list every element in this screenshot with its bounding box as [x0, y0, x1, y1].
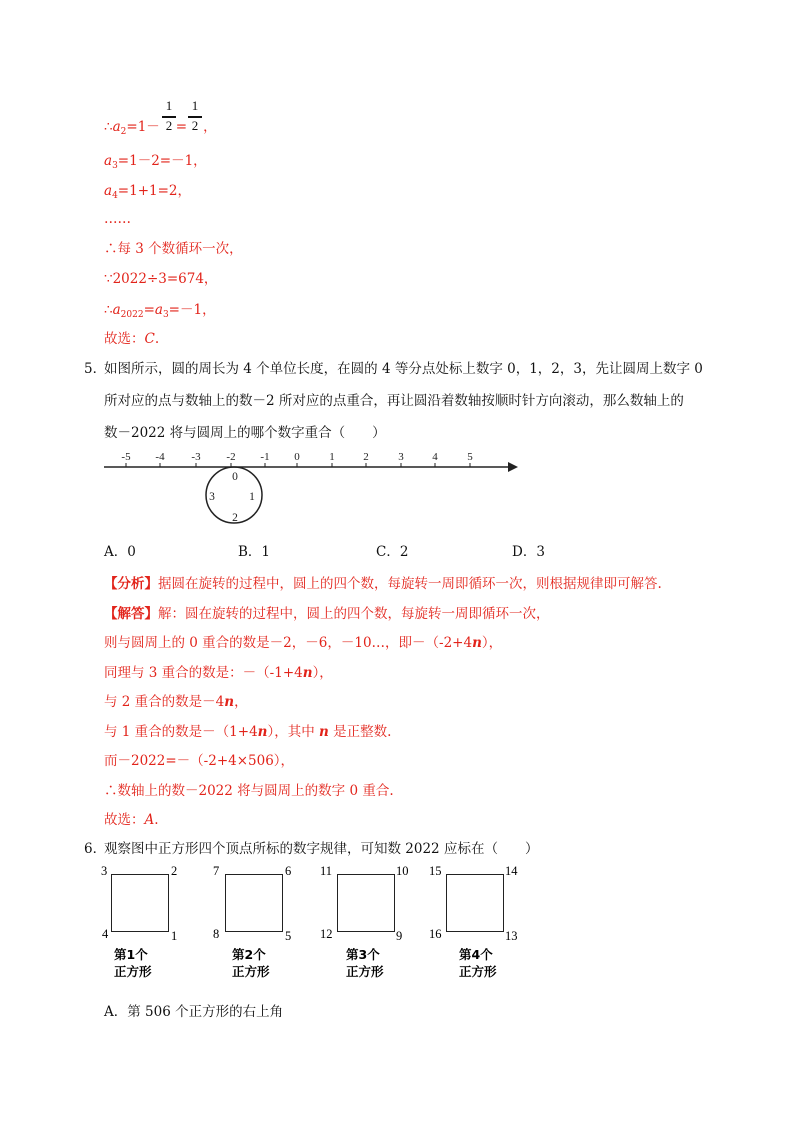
q5-solution-line1: 【解答】解：圆在旋转的过程中，圆上的四个数，每旋转一周即循环一次， — [104, 606, 550, 622]
axis-arrow-icon — [508, 462, 518, 472]
vertex-bottom-left: 8 — [213, 927, 220, 941]
q6-stem: 观察图中正方形四个顶点所标的数字规律，可知数 2022 应标在（ ） — [104, 841, 539, 857]
vertex-bottom-left: 4 — [102, 927, 109, 941]
q5-stem-line2: 所对应的点与数轴上的数－2 所对应的点重合，再让圆沿着数轴按顺时针方向滚动，那么数轴上的 — [104, 393, 684, 409]
vertex-top-left: 3 — [101, 864, 108, 878]
q5-solution-line7: ∴数轴上的数－2022 将与圆周上的数字 0 重合. — [104, 783, 394, 799]
square-box — [337, 874, 395, 932]
vertex-top-left: 7 — [213, 864, 220, 878]
solution-a2-line: $\therefore a_2=1-$ = ， — [104, 119, 217, 137]
solution-a2022-line: $\therefore a_{2022}=a_3=-1$， — [104, 302, 216, 320]
tick-label: -3 — [191, 451, 201, 463]
square-box — [111, 874, 169, 932]
tick-label: 3 — [398, 451, 404, 463]
vertex-top-right: 6 — [285, 864, 292, 878]
tick-label: 4 — [432, 451, 438, 463]
q5-option-d[interactable]: D．3 — [512, 544, 545, 560]
square-caption: 第2个 正方形 — [232, 947, 270, 979]
tick-label: 2 — [363, 451, 369, 463]
tick-label: -2 — [226, 451, 236, 463]
tick-label: 1 — [329, 451, 335, 463]
q5-analysis: 【分析】据圆在旋转的过程中，圆上的四个数，每旋转一周即循环一次，则根据规律即可解答. — [104, 576, 662, 592]
tick-label: 5 — [467, 451, 473, 463]
fraction2-numerator: 1 — [191, 98, 199, 113]
vertex-top-right: 10 — [396, 864, 409, 878]
circle-label-right: 1 — [249, 491, 255, 503]
q5-stem-line1: 如图所示，圆的周长为 4 个单位长度，在圆的 4 等分点处标上数字 0，1，2，3，先让圆周上数字 0 — [104, 361, 703, 377]
vertex-bottom-left: 12 — [320, 927, 333, 941]
vertex-bottom-right: 9 — [396, 929, 403, 943]
vertex-top-left: 11 — [320, 864, 333, 878]
square-box — [446, 874, 504, 932]
q5-solution-line5: 与 1 重合的数是－（1+4n），其中 n 是正整数. — [104, 724, 392, 740]
solution-tag: 【解答】 — [104, 606, 158, 622]
solution-a3-line: $a_3=1-2=-1$， — [104, 153, 207, 171]
vertex-top-right: 2 — [171, 864, 178, 878]
q5-option-b[interactable]: B．1 — [238, 544, 271, 560]
tick-label: -1 — [260, 451, 270, 463]
q5-solution-line6: 而－2022=－（-2+4×506）， — [104, 753, 295, 769]
analysis-tag: 【分析】 — [104, 576, 158, 592]
circle-label-left: 3 — [209, 491, 215, 503]
q6-number: 6． — [84, 841, 107, 857]
q5-solution-line3: 同理与 3 重合的数是：－（-1+4n）， — [104, 665, 333, 681]
vertex-bottom-right: 13 — [505, 929, 518, 943]
q5-answer-line: 故选：A. — [104, 812, 159, 828]
q5-option-c[interactable]: C．2 — [376, 544, 409, 560]
fraction2-denominator: 2 — [191, 118, 199, 133]
solution-ellipsis: …… — [104, 211, 131, 227]
fraction-numerator: 1 — [165, 98, 173, 113]
q5-stem-line3: 数－2022 将与圆周上的哪个数字重合（ ） — [104, 425, 386, 441]
circle-label-bottom: 2 — [232, 512, 238, 524]
tick-label: 0 — [294, 451, 300, 463]
vertex-bottom-right: 1 — [171, 929, 178, 943]
vertex-bottom-right: 5 — [285, 929, 292, 943]
vertex-bottom-left: 16 — [429, 927, 442, 941]
q5-option-a[interactable]: A．0 — [104, 544, 136, 560]
tick-label: -5 — [121, 451, 131, 463]
circle-label-top: 0 — [232, 471, 238, 483]
square-caption: 第3个 正方形 — [346, 947, 384, 979]
solution-a4-line: $a_4=1+1=2$， — [104, 183, 191, 201]
square-box — [225, 874, 283, 932]
fraction-denominator: 2 — [165, 118, 173, 133]
vertex-top-right: 14 — [505, 864, 518, 878]
q5-number: 5． — [84, 361, 107, 377]
vertex-top-left: 15 — [429, 864, 442, 878]
q6-option-a[interactable]: A．第 506 个正方形的右上角 — [104, 1004, 284, 1020]
solution-division-line: ∵2022÷3=674， — [104, 271, 218, 287]
q5-solution-line2: 则与圆周上的 0 重合的数是－2，－6，－10…，即－（-2+4n）， — [104, 635, 503, 651]
number-line-figure — [100, 446, 520, 532]
tick-label: -4 — [155, 451, 165, 463]
solution-cycle-line: ∴每 3 个数循环一次， — [104, 241, 243, 257]
square-caption: 第4个 正方形 — [459, 947, 497, 979]
axis-ticks — [121, 451, 473, 467]
q5-solution-line4: 与 2 重合的数是－4n， — [104, 694, 248, 710]
solution-answer-line: 故选：C. — [104, 331, 160, 347]
square-caption: 第1个 正方形 — [114, 947, 152, 979]
